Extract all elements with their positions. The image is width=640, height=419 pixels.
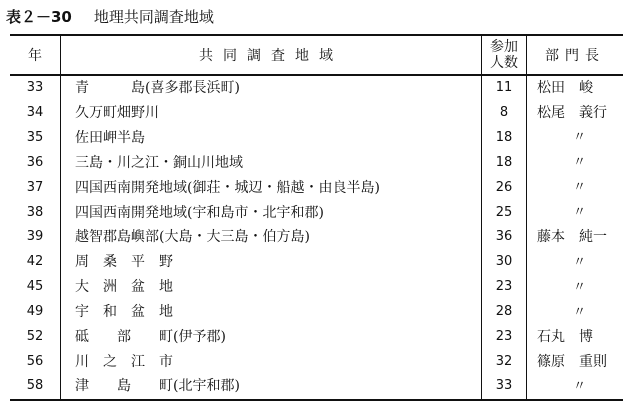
row-area: 三島・川之江・銅山川地域 (61, 150, 482, 175)
row-count: 23 (482, 275, 527, 300)
table-row (10, 101, 623, 126)
row-area: 四国西南開発地域(御荘・城辺・船越・由良半島) (61, 175, 482, 200)
row-count: 8 (482, 101, 527, 126)
row-area: 津 島 町(北宇和郡) (61, 374, 482, 400)
table-row (10, 374, 623, 400)
ditto-mark: 〃 (573, 205, 587, 221)
row-year: 58 (10, 374, 61, 400)
row-year: 45 (10, 275, 61, 300)
table-row (10, 200, 623, 225)
ditto-mark: 〃 (573, 130, 587, 146)
table-row (10, 275, 623, 300)
row-count: 32 (482, 349, 527, 374)
row-count: 28 (482, 300, 527, 325)
row-count: 23 (482, 325, 527, 350)
table-number: 表２－30 (6, 8, 72, 26)
row-head: 松尾 義行 (537, 104, 607, 121)
row-year: 35 (10, 125, 61, 150)
row-head: 篠原 重則 (537, 353, 607, 370)
row-year: 56 (10, 349, 61, 374)
ditto-mark: 〃 (573, 180, 587, 196)
row-head (527, 175, 624, 200)
row-year: 34 (10, 101, 61, 126)
row-count: 18 (482, 125, 527, 150)
ditto-mark: 〃 (573, 378, 587, 394)
row-head: 松田 峻 (537, 80, 593, 97)
header-count-line1: 参加 (490, 39, 518, 55)
row-count: 11 (482, 75, 527, 101)
table-row (10, 225, 623, 250)
table-row (10, 125, 623, 150)
row-count: 33 (482, 374, 527, 400)
row-head (527, 300, 624, 325)
table-row (10, 325, 623, 350)
row-count: 26 (482, 175, 527, 200)
ditto-mark: 〃 (573, 279, 587, 295)
row-head (527, 125, 624, 150)
row-head: 石丸 博 (537, 329, 593, 346)
row-area: 砥 部 町(伊予郡) (61, 325, 482, 350)
row-year: 52 (10, 325, 61, 350)
row-head (527, 275, 624, 300)
table-title: 地理共同調査地域 (93, 8, 214, 26)
table-row (10, 175, 623, 200)
table-row (10, 349, 623, 374)
table-row (10, 300, 623, 325)
row-area: 四国西南開発地域(宇和島市・北宇和郡) (61, 200, 482, 225)
row-year: 38 (10, 200, 61, 225)
table-row (10, 150, 623, 175)
row-year: 42 (10, 250, 61, 275)
row-head (527, 200, 624, 225)
row-area: 越智郡島嶼部(大島・大三島・伯方島) (61, 225, 482, 250)
row-count: 18 (482, 150, 527, 175)
header-count (482, 35, 527, 75)
header-count-line2: 人数 (490, 55, 518, 71)
row-head (527, 374, 624, 400)
row-area: 宇 和 盆 地 (61, 300, 482, 325)
row-area: 周 桑 平 野 (61, 250, 482, 275)
ditto-mark: 〃 (573, 254, 587, 270)
row-head: 藤本 純一 (537, 229, 607, 246)
header-area: 共同調査地域 (61, 35, 482, 75)
row-area: 佐田岬半島 (61, 125, 482, 150)
row-area: 川 之 江 市 (61, 349, 482, 374)
table-row (10, 250, 623, 275)
row-year: 33 (10, 75, 61, 101)
row-year: 49 (10, 300, 61, 325)
header-row (10, 35, 623, 75)
row-year: 37 (10, 175, 61, 200)
row-count: 30 (482, 250, 527, 275)
row-head (527, 150, 624, 175)
survey-table (10, 34, 623, 401)
row-year: 36 (10, 150, 61, 175)
table-caption (6, 6, 214, 28)
row-count: 25 (482, 200, 527, 225)
table-body (10, 75, 623, 400)
row-year: 39 (10, 225, 61, 250)
row-head (527, 250, 624, 275)
row-area: 青 島(喜多郡長浜町) (61, 75, 482, 101)
ditto-mark: 〃 (573, 304, 587, 320)
row-area: 久万町畑野川 (61, 101, 482, 126)
table-row (10, 75, 623, 101)
row-area: 大 洲 盆 地 (61, 275, 482, 300)
header-year: 年 (10, 35, 61, 75)
ditto-mark: 〃 (573, 155, 587, 171)
row-count: 36 (482, 225, 527, 250)
header-head: 部門長 (527, 35, 624, 75)
